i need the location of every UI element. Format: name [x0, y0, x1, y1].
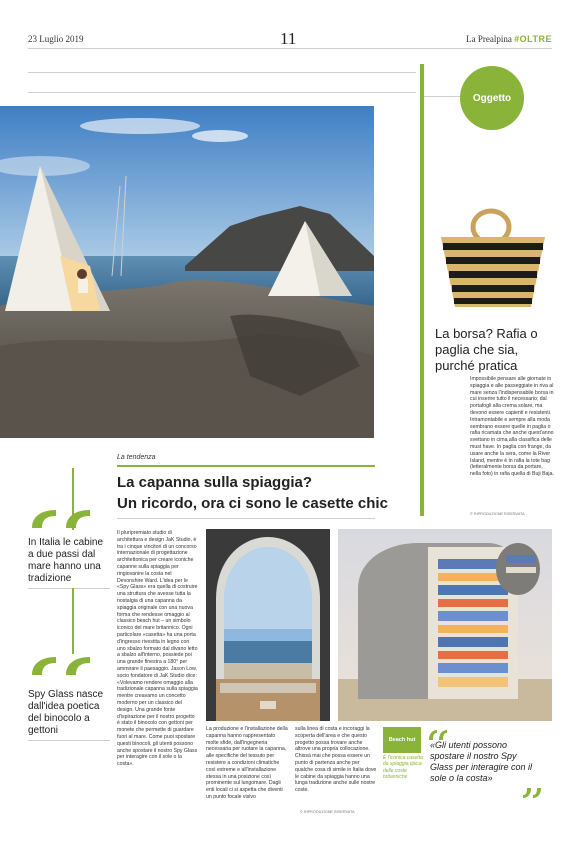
section-vertical-rule	[420, 64, 424, 516]
article-column-3: sulla linea di costa e incoraggi la scoperta dell'area e che questo progetto possa trovare anche altrove una propria collocazione. Chissà mai che possa essere un punto di partenza anche per qualche cosa di simile in Italia dove le cabine da spiaggia hanno una lunga tradizione anche sulle nostre coste.	[295, 726, 377, 794]
masthead	[466, 34, 552, 44]
section-rule-2	[28, 92, 416, 93]
right-pull-quote: «Gli utenti possono spostare il nostro Spy Glass per interagire con il sole o la costa»	[430, 740, 533, 783]
quote-open-icon-3	[428, 728, 448, 740]
right-column-credit: © RIPRODUZIONE RISERVATA	[470, 512, 525, 516]
beach-hut-caption: È l'iconica casetta da spiaggia tipica delle coste britanniche	[383, 755, 423, 781]
quote-open-icon	[30, 508, 100, 530]
badge-label: Oggetto	[472, 92, 512, 104]
masthead-main: La Prealpina	[466, 34, 512, 44]
masthead-suffix: #OLTRE	[514, 34, 552, 44]
kicker-rule	[117, 465, 375, 467]
left-vertical-rule-2	[72, 588, 74, 654]
issue-date: 23 Luglio 2019	[28, 34, 84, 44]
pull-quote-2: Spy Glass nasce dall'idea poetica del binocolo a gettoni	[28, 689, 104, 736]
article-credit: © RIPRODUZIONE RISERVATA	[300, 810, 355, 814]
pull-quote-rule-1	[28, 588, 110, 589]
section-rule-1	[28, 72, 416, 73]
article-title-line1: La capanna sulla spiaggia?	[117, 474, 313, 491]
page-number: 11	[280, 29, 297, 48]
badge-connector	[424, 96, 464, 97]
hut-window-photo	[206, 529, 330, 721]
article-column-1: Il pluripremiato studio di architettura e design JaK Studio, è tra i cinque vincitori di un concorso internazionale di progettazione architettonica per creare iconiche capanne sulla spiaggia per ringiovanire la costa nel Devonshire Ward. L'idea per le «Spy Glass» era quella di costruire una struttura che avesse tutta la nostalgia di una capanna da spiaggia originale con una nuova forma che rendesse omaggio al classico beach hut – un simbolo iconico del mare britannico. Ogni particolare «casetta» ha una porta d'ingresso rivestita in legno con uno sbalzo formato dal divano letto a sbalzo all'interno, possiede poi una grande finestra a 180° per ammirare il paesaggio. Jason Low, socio fondatore di JaK Studio dice: «Volevamo rendere omaggio alla tradizionale capanna sulla spiaggia mentre creavamo un concetto moderno per un classico del design. Una grande fonte d'ispirazione per il nostro progetto è stato il binocolo con gettoni per monete che permette di guardare fuori al mare. Come puoi spostare questi binocoli, gli utenti possono anche spostare il nostro Spy Glass per interagire con il sole o la costa».	[117, 530, 198, 768]
article-title-line2: Un ricordo, ora ci sono le casette chic	[117, 495, 388, 512]
main-photo-beach-tents	[0, 106, 374, 438]
right-column-text: Impossibile pensare alle giornate in spiaggia e alle passeggiate in riva al mare senza l'indispensabile borsa in cui inserire tutto il necessario; dal portafogli alla crema solare, ma devono essere capienti e resistenti. Intramontabile e sempre alla moda sembrano essere quelle in paglia o rafia ricamata che anche quest'anno svettano in cima alla classifica delle must have. In paglia con frange, da usare anche la sera, come la River Island, mentre è in rafia la tote bag (letteralmente borsa da portare, nella foto) in rafia quella di Buji Baja.	[470, 376, 554, 478]
quote-close-icon	[522, 786, 542, 798]
article-column-2: La produzione e l'installazione della capanna hanno rappresentato molte sfide, dall'ingegneria necessaria per ruotare la capanna, alle specifiche del tessuto per resistere a condizioni climatiche così estreme e all'installazione stessa in una posizione così prominente sul lungomare. Dagli enti locali ci si aspetta che diventi un punto focale visivo	[206, 726, 288, 800]
quote-open-icon-2	[30, 655, 100, 677]
header-rule	[28, 48, 552, 49]
title-rule	[117, 518, 375, 519]
beach-hut-label-box	[383, 727, 421, 753]
section-badge	[460, 66, 524, 130]
right-column-title: La borsa? Rafia o paglia che sia, purché pratica	[435, 326, 538, 373]
article-kicker: La tendenza	[117, 454, 156, 461]
pull-quote-1: In Italia le cabine a due passi dal mare hanno una tradizione	[28, 537, 104, 584]
straw-bag-photo	[433, 205, 553, 315]
beach-hut-label: Beach hut	[388, 737, 416, 743]
pull-quote-rule-2	[28, 740, 110, 741]
spy-glass-hut-photo	[338, 529, 552, 721]
